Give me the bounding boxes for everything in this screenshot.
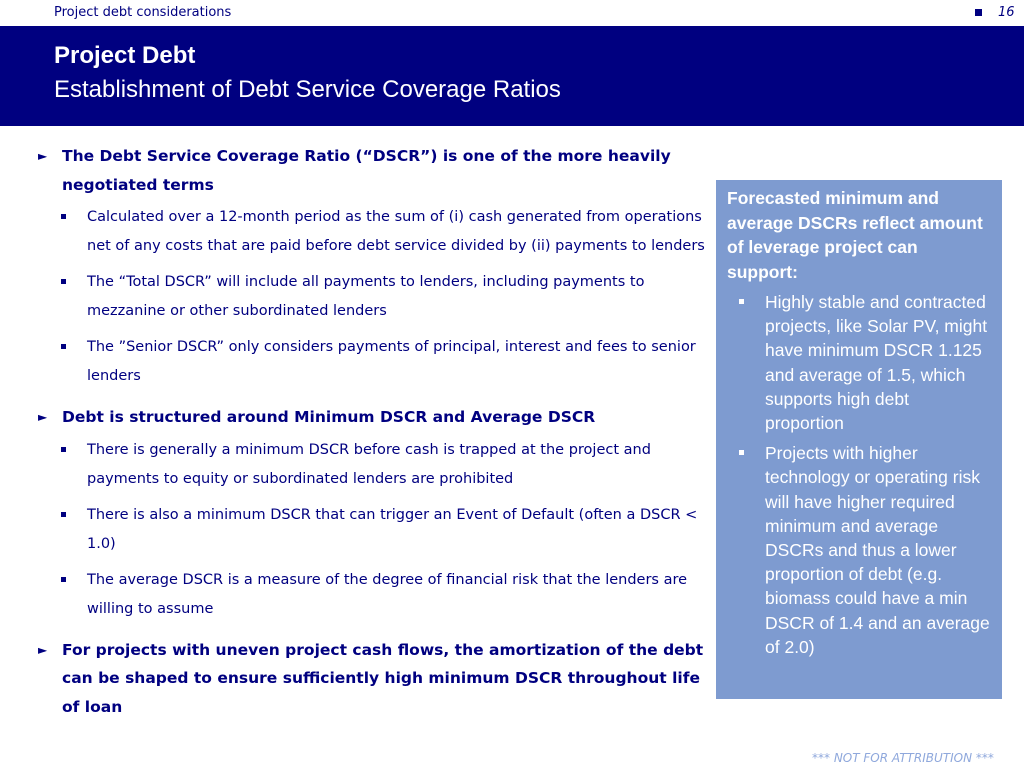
top-bar — [0, 0, 1024, 26]
square-bullet-icon — [61, 447, 66, 452]
square-bullet-icon — [739, 450, 744, 455]
callout-item — [727, 290, 992, 435]
slide-title: Project Debt — [54, 42, 196, 69]
page-number: 16 — [998, 5, 1015, 20]
bullet-level1 — [38, 403, 710, 432]
bullet-level2 — [38, 501, 710, 559]
square-bullet-icon — [61, 512, 66, 517]
callout-item-text: Projects with higher technology or operating risk will have higher required minimum and average DSCRs and thus a lower proportion of debt (e.g. biomass could have a min DSCR of 1.4 and an average of 2.0) — [765, 443, 990, 657]
bullet-group — [38, 142, 710, 391]
section-title: Project debt considerations — [54, 5, 232, 20]
bullet-level2 — [38, 333, 710, 391]
square-bullet-icon — [975, 9, 982, 16]
bullet-text: The Debt Service Coverage Ratio (“DSCR”) is one of the more heavily negotiated terms — [62, 147, 671, 194]
bullet-text: The ”Senior DSCR” only considers payments of principal, interest and fees to senior lenders — [87, 339, 696, 384]
square-bullet-icon — [61, 344, 66, 349]
footer-note: *** NOT FOR ATTRIBUTION *** — [812, 751, 994, 765]
bullet-text: There is generally a minimum DSCR before cash is trapped at the project and payments to equity or subordinated lenders are prohibited — [87, 441, 651, 487]
bullet-level1 — [38, 142, 710, 199]
callout-item — [727, 441, 992, 659]
square-bullet-icon — [739, 299, 744, 304]
square-bullet-icon — [61, 279, 66, 284]
callout-item-text: Highly stable and contracted projects, like Solar PV, might have minimum DSCR 1.125 and average of 1.5, which supports high debt proportion — [765, 292, 988, 434]
main-content — [38, 142, 710, 733]
bullet-text: There is also a minimum DSCR that can trigger an Event of Default (often a DSCR < 1.0) — [87, 506, 698, 552]
bullet-level2 — [38, 436, 710, 494]
bullet-text: The average DSCR is a measure of the degree of financial risk that the lenders are willing to assume — [87, 571, 688, 617]
slide-subtitle: Establishment of Debt Service Coverage Ratios — [54, 76, 561, 103]
bullet-level2 — [38, 566, 710, 624]
triangle-bullet-icon: ► — [38, 642, 48, 657]
bullet-group — [38, 636, 710, 722]
callout-box — [716, 180, 1002, 699]
bullet-level2 — [38, 203, 710, 261]
bullet-level2 — [38, 268, 710, 326]
bullet-text: Debt is structured around Minimum DSCR and Average DSCR — [62, 408, 596, 426]
triangle-bullet-icon: ► — [38, 410, 48, 424]
bullet-text: Calculated over a 12-month period as the sum of (i) cash generated from operations net of any costs that are paid before debt service divided by (ii) payments to lenders — [87, 209, 705, 254]
square-bullet-icon — [61, 577, 66, 582]
bullet-text: The “Total DSCR” will include all payments to lenders, including payments to mezzanine or other subordinated lenders — [87, 274, 645, 319]
square-bullet-icon — [61, 214, 66, 219]
triangle-bullet-icon: ► — [38, 149, 48, 163]
bullet-text: For projects with uneven project cash flows, the amortization of the debt can be shaped to ensure sufficiently high minimum DSCR throughout life of loan — [62, 640, 704, 716]
bullet-group — [38, 403, 710, 624]
slide-header — [0, 26, 1024, 126]
bullet-level1 — [38, 636, 710, 722]
callout-heading: Forecasted minimum and average DSCRs reflect amount of leverage project can support: — [727, 188, 983, 282]
